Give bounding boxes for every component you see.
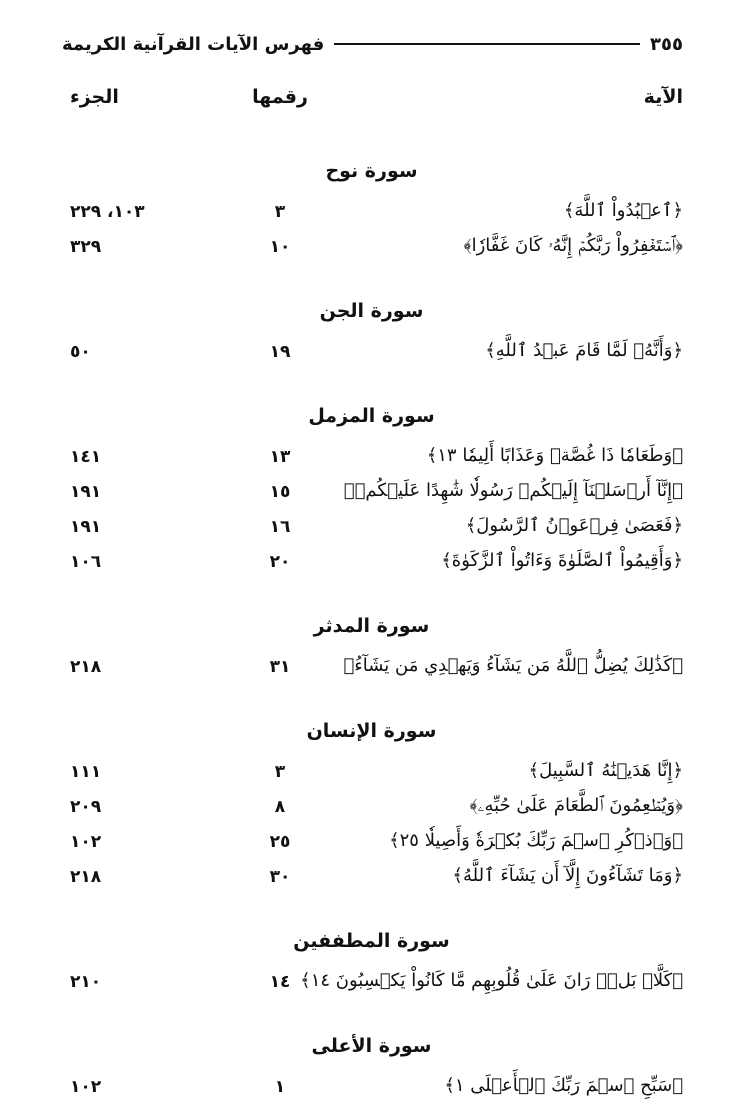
surah-title: سورة المدثر [313,615,430,637]
ayah-text: ﴿ٱعۡبُدُواْ ٱللَّهَ﴾ [563,200,683,221]
ayah-number: ١٣ [269,447,291,467]
ayah-number: ١٠ [269,237,291,257]
ayah-number: ٣١ [269,657,291,677]
surah-section [60,716,683,898]
section-gap [60,1003,683,1025]
index-entry [60,653,683,688]
index-entry [60,828,683,863]
surah-section [60,296,683,373]
ayah-number: ١٥ [269,482,291,502]
ayah-text: ﴿وَمَا تَشَآءُونَ إِلَّآ أَن يَشَآءَ ٱللَّهُ﴾ [452,865,683,886]
ayah-number: ٨ [274,797,286,817]
page-reference: ١٠٢ [70,1077,102,1097]
page-reference: ٢١٨ [70,657,102,677]
column-header-number: رقمها [252,86,308,108]
page-number: ٣٥٥ [650,33,683,55]
ayah-number: ٢٥ [269,832,291,852]
ayah-text: ﴿كَذَٰلِكَ يُضِلُّ ٱللَّهُ مَن يَشَآءُ وَيَهۡدِي مَن يَشَآءُ﴾ [343,655,683,676]
ayah-number: ٣ [274,202,286,222]
ayah-text: ﴿وَٱذۡكُرِ ٱسۡمَ رَبِّكَ بُكۡرَةٗ وَأَصِيلٗا ٢٥﴾ [389,830,683,851]
ayah-number: ٣ [274,762,286,782]
ayah-text: ﴿وَأَنَّهُۥ لَمَّا قَامَ عَبۡدُ ٱللَّهِ﴾ [485,340,683,361]
column-headers [60,86,683,112]
ayah-number: ٢٠ [269,552,291,572]
ayah-number: ١٤ [269,972,291,992]
index-entry [60,758,683,793]
surah-title: سورة الإنسان [306,720,437,742]
section-gap [60,583,683,605]
running-title: فهرس الآيات القرآنية الكريمة [62,33,325,55]
section-gap [60,268,683,290]
surah-title: سورة المطففين [293,930,450,952]
surah-title: سورة المزمل [308,405,435,427]
index-entry [60,338,683,373]
index-entry [60,198,683,233]
surah-section [60,926,683,1003]
index-entry [60,548,683,583]
ayah-number: ٣٠ [269,867,291,887]
running-header [62,30,683,58]
ayah-text: ﴿كَلَّاۖ بَلۡۜ رَانَ عَلَىٰ قُلُوبِهِم مَّا كَانُواْ يَكۡسِبُونَ ١٤﴾ [300,970,683,991]
page-reference: ١٠٢ [70,832,102,852]
ayah-text: ﴿فَعَصَىٰ فِرۡعَوۡنُ ٱلرَّسُولَ﴾ [465,515,683,536]
surah-section [60,156,683,268]
section-gap [60,373,683,395]
column-header-part: الجزء [70,86,119,108]
ayah-number: ١٩ [269,342,291,362]
index-entry [60,513,683,548]
page-reference: ١٩١ [70,482,102,502]
index-entry [60,443,683,478]
index-entry [60,1073,683,1108]
index-entry [60,233,683,268]
surah-title: سورة نوح [325,160,418,182]
page-reference: ٢١٠ [70,972,102,992]
ayah-text: ﴿إِنَّا هَدَيۡنَٰهُ ٱلسَّبِيلَ﴾ [528,760,683,781]
column-header-ayah: الآية [643,86,683,108]
index-entry [60,478,683,513]
page-reference: ١٠٣، ٢٢٩ [70,202,145,222]
page-reference: ١٩١ [70,517,102,537]
page-reference: ١٤١ [70,447,102,467]
section-gap [60,898,683,920]
index-content [60,150,683,1108]
header-rule [334,43,640,45]
page-reference: ١٠٦ [70,552,102,572]
ayah-number: ١٦ [269,517,291,537]
surah-section [60,611,683,688]
index-entry [60,863,683,898]
index-entry [60,793,683,828]
ayah-text: ﴿ٱسۡتَغۡفِرُواْ رَبَّكُمۡ إِنَّهُۥ كَانَ غَفَّارٗا﴾ [463,235,683,256]
section-gap [60,688,683,710]
ayah-text: ﴿سَبِّحِ ٱسۡمَ رَبِّكَ ٱلۡأَعۡلَى ١﴾ [444,1075,683,1096]
ayah-text: ﴿وَيُطۡعِمُونَ ٱلطَّعَامَ عَلَىٰ حُبِّهِۦ﴾ [469,795,683,816]
surah-section [60,1031,683,1108]
ayah-number: ١ [274,1077,286,1097]
ayah-text: ﴿إِنَّآ أَرۡسَلۡنَآ إِلَيۡكُمۡ رَسُولٗا شَٰهِدًا عَلَيۡكُمۡ﴾ [343,480,683,501]
ayah-text: ﴿وَطَعَامٗا ذَا غُصَّةٖ وَعَذَابًا أَلِيمٗا ١٣﴾ [426,445,683,466]
index-entry [60,968,683,1003]
page-reference: ٥٠ [70,342,91,362]
ayah-text: ﴿وَأَقِيمُواْ ٱلصَّلَوٰةَ وَءَاتُواْ ٱلزَّكَوٰةَ﴾ [441,550,683,571]
surah-title: سورة الأعلى [311,1035,432,1057]
page-reference: ٣٢٩ [70,237,102,257]
surah-section [60,401,683,583]
page-reference: ٢٠٩ [70,797,102,817]
page-reference: ١١١ [70,762,102,782]
page-reference: ٢١٨ [70,867,102,887]
surah-title: سورة الجن [319,300,424,322]
